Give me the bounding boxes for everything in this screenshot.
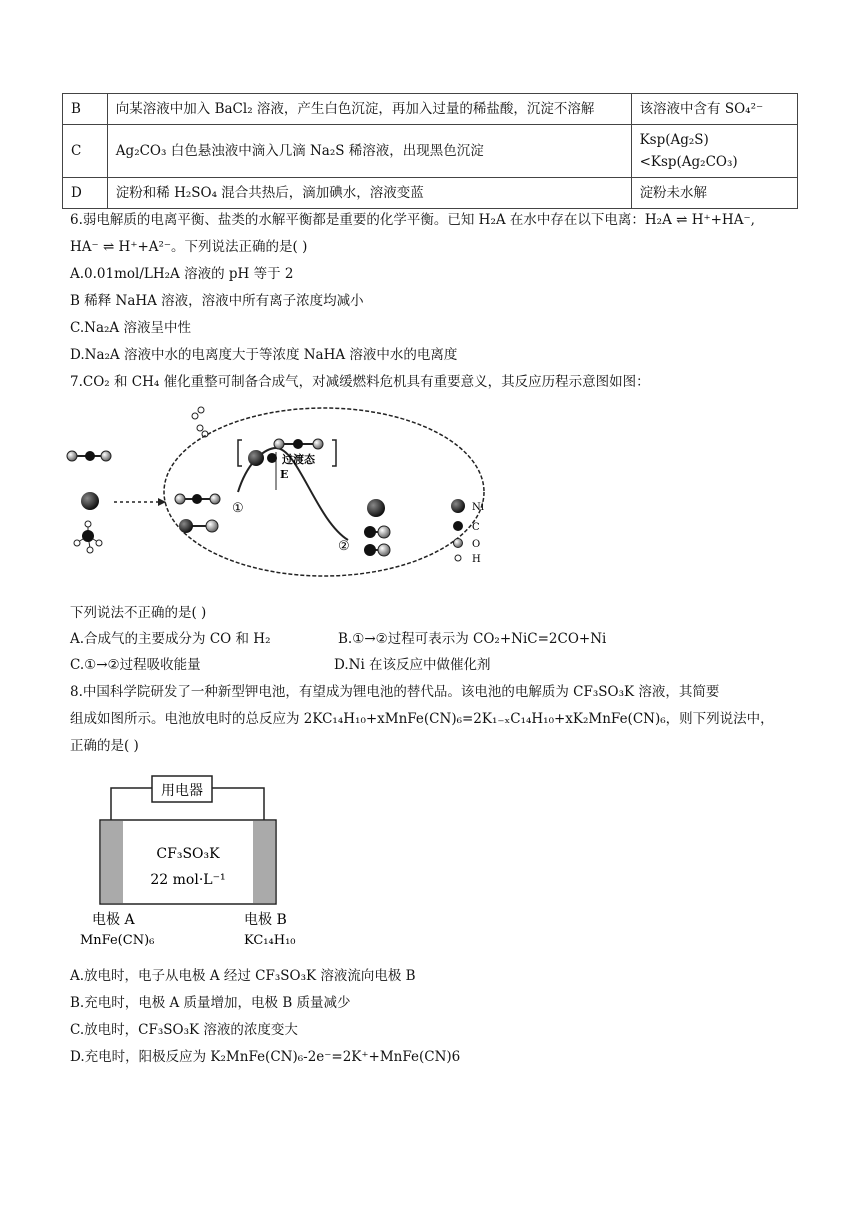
q7-option-b: B.①→②过程可表示为 CO₂+NiC=2CO+Ni: [338, 631, 607, 647]
q7-stem: 7.CO₂ 和 CH₄ 催化重整可制备合成气，对减缓燃料危机具有重要意义，其反应历程示意图如图：: [70, 374, 650, 390]
wire-left: [111, 788, 152, 820]
electrode-b-material: KC₁₄H₁₀: [244, 933, 296, 948]
legend-c-label: C: [472, 522, 480, 533]
q6-option-a: A.0.01mol/LH₂A 溶液的 pH 等于 2: [70, 266, 294, 282]
q6-option-d: D.Na₂A 溶液中水的电离度大于等浓度 NaHA 溶液中水的电离度: [70, 347, 458, 363]
wire-right: [212, 788, 264, 820]
q8-option-c: C.放电时，CF₃SO₃K 溶液的浓度变大: [70, 1022, 298, 1038]
transition-state-box: [238, 439, 336, 466]
reaction-ellipse: [164, 408, 484, 576]
transition-state-label: 过渡态: [282, 453, 315, 466]
row-letter: C: [63, 125, 108, 178]
product-molecules: [364, 499, 390, 556]
electrode-b-label: 电极 B: [244, 912, 287, 928]
reaction-mechanism-figure: [66, 400, 506, 580]
ch4-molecule: [74, 521, 102, 553]
h2-molecule: [192, 407, 208, 437]
legend-c-swatch: [453, 521, 463, 531]
row-conclusion: Ksp(Ag₂S)<Ksp(Ag₂CO₃): [631, 125, 797, 178]
legend-o-label: O: [472, 539, 481, 550]
battery-figure: [76, 772, 306, 950]
q6-stem-line2: HA⁻ ⇌ H⁺+A²⁻。下列说法正确的是( ): [70, 239, 308, 255]
point-1-label: ①: [232, 501, 244, 516]
q7-option-c: C.①→②过程吸收能量: [70, 657, 201, 673]
q6-stem-line1: 6.弱电解质的电离平衡、盐类的水解平衡都是重要的化学平衡。已知 H₂A 在水中存在以下电离：H₂A ⇌ H⁺+HA⁻,: [70, 212, 755, 228]
q6-option-b: B 稀释 NaHA 溶液，溶液中所有离子浓度均减小: [70, 293, 364, 309]
row-conclusion: 该溶液中含有 SO₄²⁻: [631, 94, 797, 125]
q8-option-d: D.充电时，阳极反应为 K₂MnFe(CN)₆-2e⁻=2K⁺+MnFe(CN)6: [70, 1049, 461, 1065]
q8-stem-line2: 组成如图所示。电池放电时的总反应为 2KC₁₄H₁₀+xMnFe(CN)₆=2K₁₋ₓC₁₄H₁₀+xK₂MnFe(CN)₆，则下列说法中，: [70, 711, 774, 727]
nic-molecule: [179, 519, 218, 533]
q8-stem-line3: 正确的是( ): [70, 738, 139, 754]
electrolyte-label: CF₃SO₃K: [156, 846, 220, 862]
row-content: 向某溶液中加入 BaCl₂ 溶液，产生白色沉淀，再加入过量的稀盐酸，沉淀不溶解: [107, 94, 631, 125]
q8-option-a: A.放电时，电子从电极 A 经过 CF₃SO₃K 溶液流向电极 B: [70, 968, 416, 984]
options-table: [62, 93, 798, 209]
row-conclusion: 淀粉未水解: [631, 178, 797, 209]
ni-atom: [81, 492, 99, 510]
electrode-a-plate: [101, 821, 123, 903]
q6-option-c: C.Na₂A 溶液呈中性: [70, 320, 191, 336]
electrode-a-label: 电极 A: [92, 912, 135, 928]
concentration-label: 22 mol·L⁻¹: [150, 872, 226, 888]
point-2-label: ②: [338, 539, 350, 554]
q8-option-b: B.充电时，电极 A 质量增加，电极 B 质量减少: [70, 995, 351, 1011]
row-letter: B: [63, 94, 108, 125]
table-row: [63, 94, 798, 125]
electrode-b-plate: [253, 821, 275, 903]
legend-h-swatch: [455, 555, 461, 561]
legend-h-label: H: [472, 554, 481, 565]
row-content: Ag₂CO₃ 白色悬浊液中滴入几滴 Na₂S 稀溶液，出现黑色沉淀: [107, 125, 631, 178]
legend-ni-label: Ni: [472, 502, 484, 513]
q7-option-a: A.合成气的主要成分为 CO 和 H₂: [70, 631, 271, 647]
atom-legend: [451, 499, 484, 565]
legend-ni-swatch: [451, 499, 465, 513]
energy-label: E: [280, 468, 289, 481]
co2-molecule: [175, 494, 220, 504]
q7-option-d: D.Ni 在该反应中做催化剂: [334, 657, 491, 673]
device-label: 用电器: [161, 783, 203, 799]
electrode-a-material: MnFe(CN)₆: [80, 933, 155, 948]
q8-stem-line1: 8.中国科学院研发了一种新型钾电池，有望成为锂电池的替代品。该电池的电解质为 CF₃SO₃K 溶液，其简要: [70, 684, 720, 700]
q7-question: 下列说法不正确的是( ): [70, 605, 207, 621]
table-row: [63, 125, 798, 178]
co2-molecule: [67, 451, 111, 461]
row-letter: D: [63, 178, 108, 209]
row-content: 淀粉和稀 H₂SO₄ 混合共热后，滴加碘水，溶液变蓝: [107, 178, 631, 209]
table-row: [63, 178, 798, 209]
cell-container: [100, 820, 276, 904]
legend-o-swatch: [454, 539, 463, 548]
